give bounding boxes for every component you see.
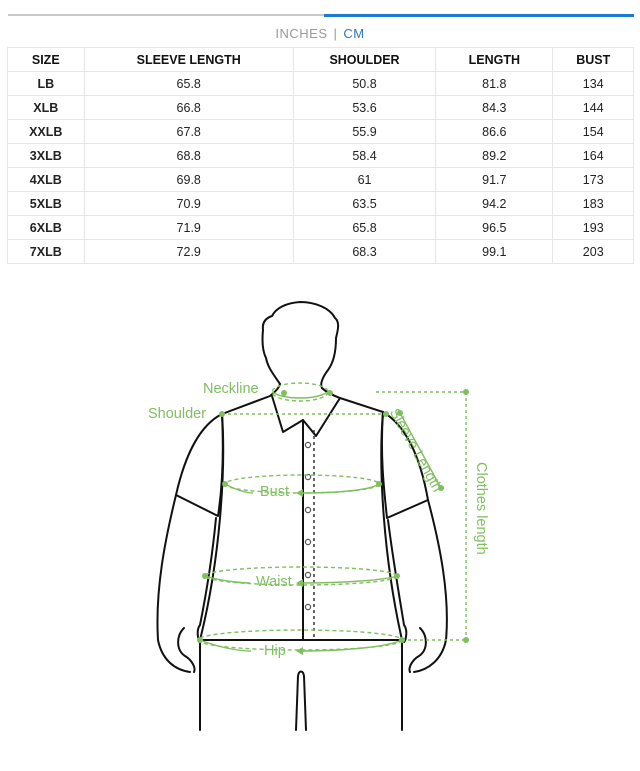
measurement-diagram (0, 280, 640, 766)
table-row (8, 216, 634, 240)
cell-length: 91.7 (436, 168, 553, 192)
cell-bust: 144 (553, 96, 634, 120)
label-neckline: Neckline (203, 381, 259, 397)
cell-shoulder: 58.4 (293, 144, 435, 168)
cell-shoulder: 65.8 (293, 216, 435, 240)
cell-length: 89.2 (436, 144, 553, 168)
table-row (8, 192, 634, 216)
tab-right-active[interactable] (324, 0, 634, 17)
label-shoulder: Shoulder (148, 406, 207, 422)
cell-sleeve-length: 70.9 (84, 192, 293, 216)
label-sleeve-length: Sleeve Length (386, 406, 445, 495)
cell-sleeve-length: 68.8 (84, 144, 293, 168)
label-hip: Hip (264, 643, 286, 659)
header-shoulder: SHOULDER (293, 48, 435, 72)
cell-length: 84.3 (436, 96, 553, 120)
cell-bust: 173 (553, 168, 634, 192)
cell-size: 5XLB (8, 192, 85, 216)
tab-bar (8, 0, 634, 14)
cell-bust: 193 (553, 216, 634, 240)
cell-sleeve-length: 69.8 (84, 168, 293, 192)
cell-length: 81.8 (436, 72, 553, 96)
cell-sleeve-length: 71.9 (84, 216, 293, 240)
cell-size: XXLB (8, 120, 85, 144)
cell-size: XLB (8, 96, 85, 120)
label-waist: Waist (256, 574, 292, 590)
table-header-row (8, 48, 634, 72)
table-row (8, 144, 634, 168)
cell-size: LB (8, 72, 85, 96)
cell-sleeve-length: 65.8 (84, 72, 293, 96)
unit-separator: | (333, 26, 338, 41)
label-clothes-length: Clothes length (473, 462, 489, 555)
cell-shoulder: 61 (293, 168, 435, 192)
header-bust: BUST (553, 48, 634, 72)
header-size: SIZE (8, 48, 85, 72)
cell-bust: 183 (553, 192, 634, 216)
cell-length: 86.6 (436, 120, 553, 144)
body-outline-figure (0, 280, 640, 766)
cell-shoulder: 53.6 (293, 96, 435, 120)
header-sleeve-length: SLEEVE LENGTH (84, 48, 293, 72)
size-chart-table (7, 47, 634, 264)
table-row (8, 120, 634, 144)
cell-shoulder: 68.3 (293, 240, 435, 264)
unit-toggle (0, 26, 640, 41)
cell-size: 3XLB (8, 144, 85, 168)
cell-length: 94.2 (436, 192, 553, 216)
cell-length: 96.5 (436, 216, 553, 240)
table-row (8, 72, 634, 96)
cell-sleeve-length: 67.8 (84, 120, 293, 144)
cell-bust: 164 (553, 144, 634, 168)
cell-bust: 203 (553, 240, 634, 264)
unit-inches-button[interactable]: INCHES (275, 26, 328, 41)
cell-shoulder: 63.5 (293, 192, 435, 216)
table-row (8, 168, 634, 192)
unit-cm-button[interactable]: CM (343, 26, 365, 41)
label-bust: Bust (260, 484, 290, 500)
table-row (8, 240, 634, 264)
cell-sleeve-length: 66.8 (84, 96, 293, 120)
cell-size: 7XLB (8, 240, 85, 264)
cell-shoulder: 50.8 (293, 72, 435, 96)
cell-length: 99.1 (436, 240, 553, 264)
cell-bust: 154 (553, 120, 634, 144)
cell-size: 6XLB (8, 216, 85, 240)
cell-shoulder: 55.9 (293, 120, 435, 144)
tab-left[interactable] (8, 0, 324, 16)
cell-bust: 134 (553, 72, 634, 96)
cell-sleeve-length: 72.9 (84, 240, 293, 264)
table-row (8, 96, 634, 120)
cell-size: 4XLB (8, 168, 85, 192)
header-length: LENGTH (436, 48, 553, 72)
